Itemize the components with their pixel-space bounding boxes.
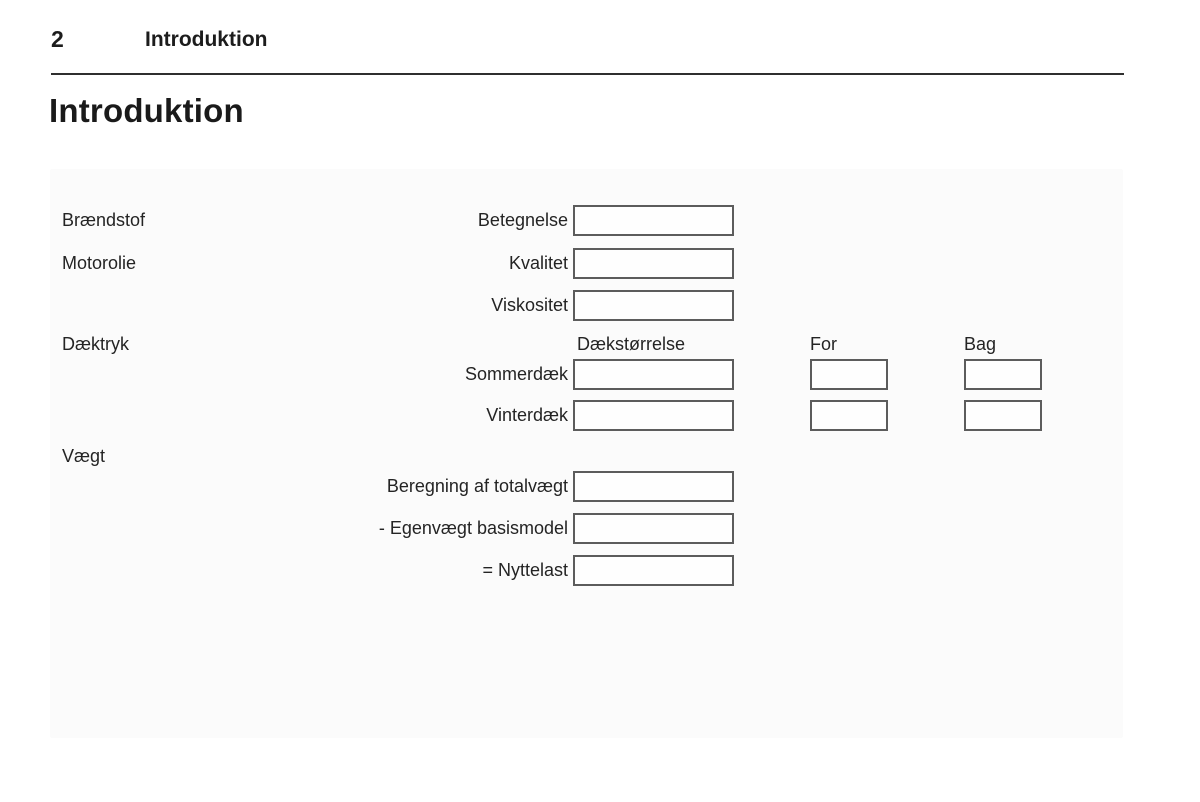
winter-tyre-front-input-box xyxy=(810,400,888,431)
payload-input-box xyxy=(573,555,734,586)
gross-weight-input-box xyxy=(573,471,734,502)
field-label-gross-weight: Beregning af totalvægt xyxy=(386,476,568,496)
page-number: 2 xyxy=(51,26,64,52)
winter-tyre-rear-input-box xyxy=(964,400,1042,431)
section-label-engine-oil: Motorolie xyxy=(62,253,137,273)
column-header-rear: Bag xyxy=(964,334,997,354)
section-label-fuel: Brændstof xyxy=(62,210,146,230)
field-label-quality: Kvalitet xyxy=(508,253,568,273)
page-title: Introduktion xyxy=(49,92,244,129)
kerb-weight-input-box xyxy=(573,513,734,544)
section-label-weight: Vægt xyxy=(62,446,106,466)
viscosity-input-box xyxy=(573,290,734,321)
field-label-winter-tyres: Vinterdæk xyxy=(486,405,568,425)
field-label-summer-tyres: Sommerdæk xyxy=(464,364,568,384)
column-header-front: For xyxy=(810,334,837,354)
header-rule xyxy=(51,73,1124,75)
winter-tyre-size-input-box xyxy=(573,400,734,431)
summer-tyre-size-input-box xyxy=(573,359,734,390)
summer-tyre-front-input-box xyxy=(810,359,888,390)
header-chapter-title: Introduktion xyxy=(145,28,268,51)
section-label-tyre-pressure: Dæktryk xyxy=(62,334,129,354)
designation-input-box xyxy=(573,205,734,236)
field-label-viscosity: Viskositet xyxy=(491,295,568,315)
column-header-tyre-size: Dækstørrelse xyxy=(577,334,686,354)
field-label-payload: = Nyttelast xyxy=(482,560,568,580)
field-label-designation: Betegnelse xyxy=(477,210,568,230)
field-label-kerb-weight: - Egenvægt basismodel xyxy=(378,518,568,538)
quality-input-box xyxy=(573,248,734,279)
summer-tyre-rear-input-box xyxy=(964,359,1042,390)
